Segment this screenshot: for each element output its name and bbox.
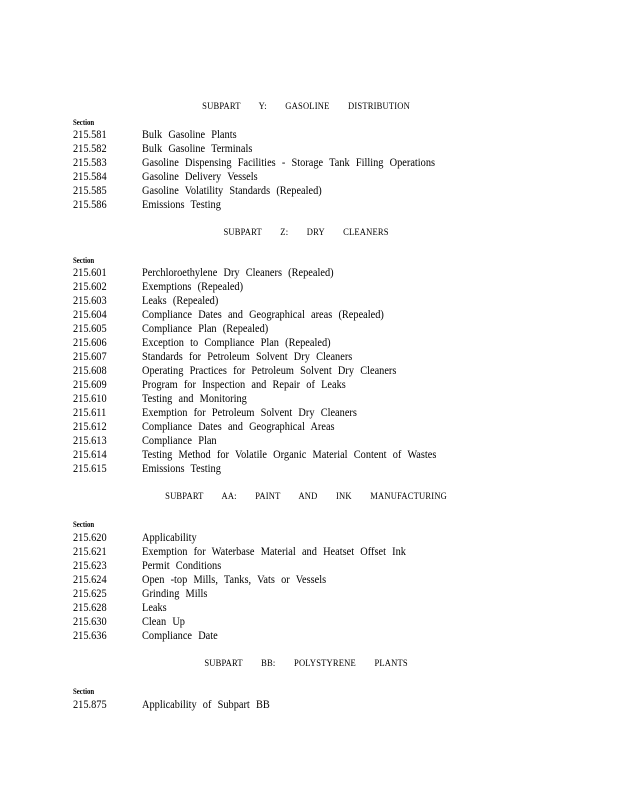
section-number: 215.586 [73,199,107,211]
section-title: Gasoline Volatility Standards (Repealed) [142,185,322,197]
section-title: Standards for Petroleum Solvent Dry Cleaners [142,351,353,363]
section-title: Bulk Gasoline Plants [142,129,237,141]
section-title: Perchloroethylene Dry Cleaners (Repealed) [142,267,334,279]
section-number: 215.582 [73,143,107,155]
section-number: 215.623 [73,560,107,572]
section-number: 215.603 [73,295,107,307]
section-title: Compliance Dates and Geographical Areas [142,421,335,433]
section-number: 215.624 [73,574,107,586]
section-number: 215.604 [73,309,107,321]
section-title: Program for Inspection and Repair of Leaks [142,379,346,391]
section-number: 215.585 [73,185,107,197]
section-title: Applicability [142,532,197,544]
section-number: 215.615 [73,463,107,475]
section-title: Leaks (Repealed) [142,295,219,307]
section-number: 215.636 [73,630,107,642]
section-title: Compliance Dates and Geographical areas (Repealed) [142,309,384,321]
subpart-heading: SUBPART Z: DRY CLEANERS [223,228,389,238]
section-title: Leaks [142,602,167,614]
section-label: Section [73,520,95,529]
section-title: Exception to Compliance Plan (Repealed) [142,337,331,349]
section-number: 215.613 [73,435,107,447]
section-number: 215.610 [73,393,107,405]
section-title: Exemption for Waterbase Material and Heatset Offset Ink [142,546,406,558]
section-number: 215.606 [73,337,107,349]
section-number: 215.875 [73,699,107,711]
section-number: 215.630 [73,616,107,628]
section-title: Compliance Plan (Repealed) [142,323,269,335]
section-number: 215.628 [73,602,107,614]
section-number: 215.583 [73,157,107,169]
section-number: 215.601 [73,267,107,279]
section-label: Section [73,687,95,696]
section-title: Operating Practices for Petroleum Solvent Dry Cleaners [142,365,397,377]
section-title: Grinding Mills [142,588,208,600]
section-number: 215.607 [73,351,107,363]
section-number: 215.602 [73,281,107,293]
section-number: 215.605 [73,323,107,335]
section-number: 215.614 [73,449,107,461]
section-title: Exemption for Petroleum Solvent Dry Cleaners [142,407,357,419]
subpart-heading: SUBPART Y: GASOLINE DISTRIBUTION [202,102,411,112]
section-number: 215.608 [73,365,107,377]
section-number: 215.611 [73,407,107,419]
section-title: Permit Conditions [142,560,222,572]
section-title: Emissions Testing [142,463,221,475]
section-title: Testing and Monitoring [142,393,247,405]
section-title: Clean Up [142,616,185,628]
section-title: Bulk Gasoline Terminals [142,143,253,155]
section-number: 215.584 [73,171,107,183]
section-label: Section [73,256,95,265]
subpart-heading: SUBPART AA: PAINT AND INK MANUFACTURING [165,492,448,502]
section-number: 215.609 [73,379,107,391]
section-title: Gasoline Delivery Vessels [142,171,258,183]
section-title: Testing Method for Volatile Organic Material Content of Wastes [142,449,437,461]
section-title: Open -top Mills, Tanks, Vats or Vessels [142,574,327,586]
subpart-heading: SUBPART BB: POLYSTYRENE PLANTS [204,659,408,669]
section-number: 215.621 [73,546,107,558]
section-number: 215.612 [73,421,107,433]
section-number: 215.625 [73,588,107,600]
section-title: Applicability of Subpart BB [142,699,270,711]
section-number: 215.581 [73,129,107,141]
section-title: Exemptions (Repealed) [142,281,244,293]
section-title: Compliance Date [142,630,218,642]
section-number: 215.620 [73,532,107,544]
section-title: Emissions Testing [142,199,221,211]
section-label: Section [73,118,95,127]
section-title: Gasoline Dispensing Facilities - Storage Tank Filling Operations [142,157,436,169]
section-title: Compliance Plan [142,435,217,447]
